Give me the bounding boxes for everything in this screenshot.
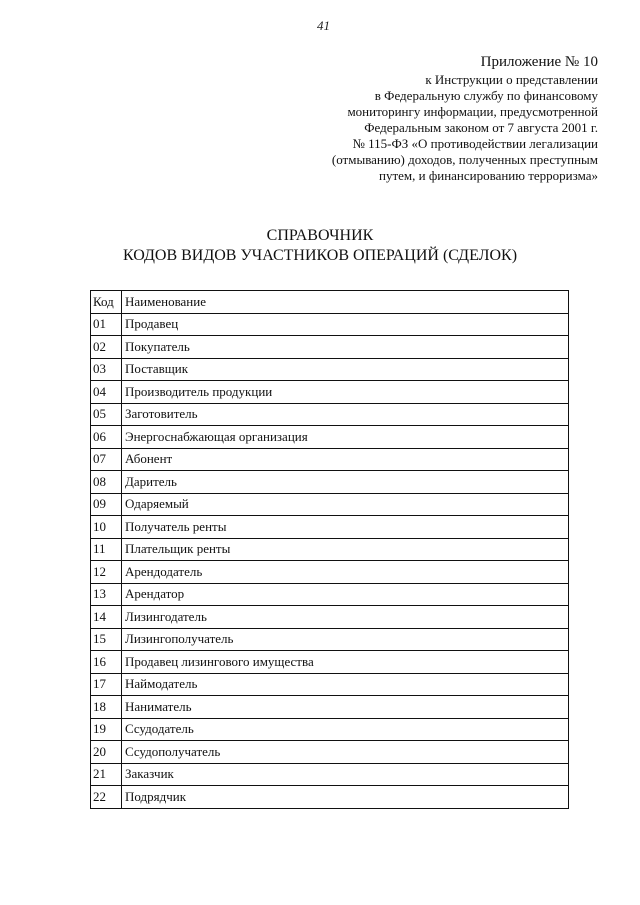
table-row — [91, 448, 569, 471]
row-name: Абонент — [122, 448, 569, 471]
row-code: 22 — [91, 786, 122, 809]
table-row — [91, 696, 569, 719]
row-code: 09 — [91, 493, 122, 516]
row-code: 19 — [91, 718, 122, 741]
appendix-line: путем, и финансированию терроризма» — [378, 168, 598, 183]
table-row — [91, 628, 569, 651]
row-code: 07 — [91, 448, 122, 471]
row-name: Получатель ренты — [122, 516, 569, 539]
row-code: 16 — [91, 651, 122, 674]
table-row — [91, 561, 569, 584]
row-name: Энергоснабжающая организация — [122, 426, 569, 449]
table-row — [91, 606, 569, 629]
row-name: Одаряемый — [122, 493, 569, 516]
table-row — [91, 358, 569, 381]
row-name: Заготовитель — [122, 403, 569, 426]
row-name: Даритель — [122, 471, 569, 494]
row-name: Наймодатель — [122, 673, 569, 696]
appendix-header — [238, 52, 598, 184]
table-row — [91, 673, 569, 696]
row-name: Арендатор — [122, 583, 569, 606]
table-row — [91, 426, 569, 449]
row-code: 04 — [91, 381, 122, 404]
row-name: Ссудополучатель — [122, 741, 569, 764]
table-row — [91, 471, 569, 494]
row-code: 08 — [91, 471, 122, 494]
row-code: 12 — [91, 561, 122, 584]
row-name: Поставщик — [122, 358, 569, 381]
appendix-line: в Федеральную службу по финансовому — [374, 88, 598, 103]
appendix-line: мониторингу информации, предусмотренной — [347, 104, 598, 119]
row-name: Лизингодатель — [122, 606, 569, 629]
row-name: Подрядчик — [122, 786, 569, 809]
table-row — [91, 493, 569, 516]
row-code: 15 — [91, 628, 122, 651]
table-row — [91, 403, 569, 426]
table-row — [91, 583, 569, 606]
row-code: 14 — [91, 606, 122, 629]
row-code: 01 — [91, 313, 122, 336]
row-code: 13 — [91, 583, 122, 606]
row-name: Производитель продукции — [122, 381, 569, 404]
row-name: Заказчик — [122, 763, 569, 786]
table-row — [91, 786, 569, 809]
row-name: Продавец — [122, 313, 569, 336]
header-code: Код — [91, 291, 122, 314]
row-code: 21 — [91, 763, 122, 786]
row-code: 18 — [91, 696, 122, 719]
table-row — [91, 718, 569, 741]
header-name: Наименование — [122, 291, 569, 314]
row-code: 17 — [91, 673, 122, 696]
appendix-line: к Инструкции о представлении — [425, 72, 598, 87]
row-name: Наниматель — [122, 696, 569, 719]
row-name: Покупатель — [122, 336, 569, 359]
table-row — [91, 336, 569, 359]
row-code: 02 — [91, 336, 122, 359]
appendix-line: № 115-ФЗ «О противодействии легализации — [352, 136, 598, 151]
page-number: 41 — [317, 18, 330, 33]
title-line-2: КОДОВ ВИДОВ УЧАСТНИКОВ ОПЕРАЦИЙ (СДЕЛОК) — [122, 247, 518, 264]
row-name: Лизингополучатель — [122, 628, 569, 651]
title-line-1: СПРАВОЧНИК — [266, 227, 374, 244]
row-code: 05 — [91, 403, 122, 426]
table-row — [91, 651, 569, 674]
document-title — [0, 226, 640, 266]
row-name: Ссудодатель — [122, 718, 569, 741]
row-name: Арендодатель — [122, 561, 569, 584]
appendix-title: Приложение № 10 — [480, 54, 598, 70]
table-row — [91, 313, 569, 336]
table-row — [91, 741, 569, 764]
table-row — [91, 763, 569, 786]
table-header-row — [91, 291, 569, 314]
row-code: 10 — [91, 516, 122, 539]
appendix-line: (отмыванию) доходов, полученных преступным — [331, 152, 598, 167]
table-row — [91, 381, 569, 404]
table-row — [91, 516, 569, 539]
row-code: 06 — [91, 426, 122, 449]
row-code: 03 — [91, 358, 122, 381]
row-code: 20 — [91, 741, 122, 764]
appendix-line: Федеральным законом от 7 августа 2001 г. — [364, 120, 598, 135]
table-row — [91, 538, 569, 561]
row-code: 11 — [91, 538, 122, 561]
row-name: Продавец лизингового имущества — [122, 651, 569, 674]
row-name: Плательщик ренты — [122, 538, 569, 561]
codes-table — [90, 290, 569, 809]
